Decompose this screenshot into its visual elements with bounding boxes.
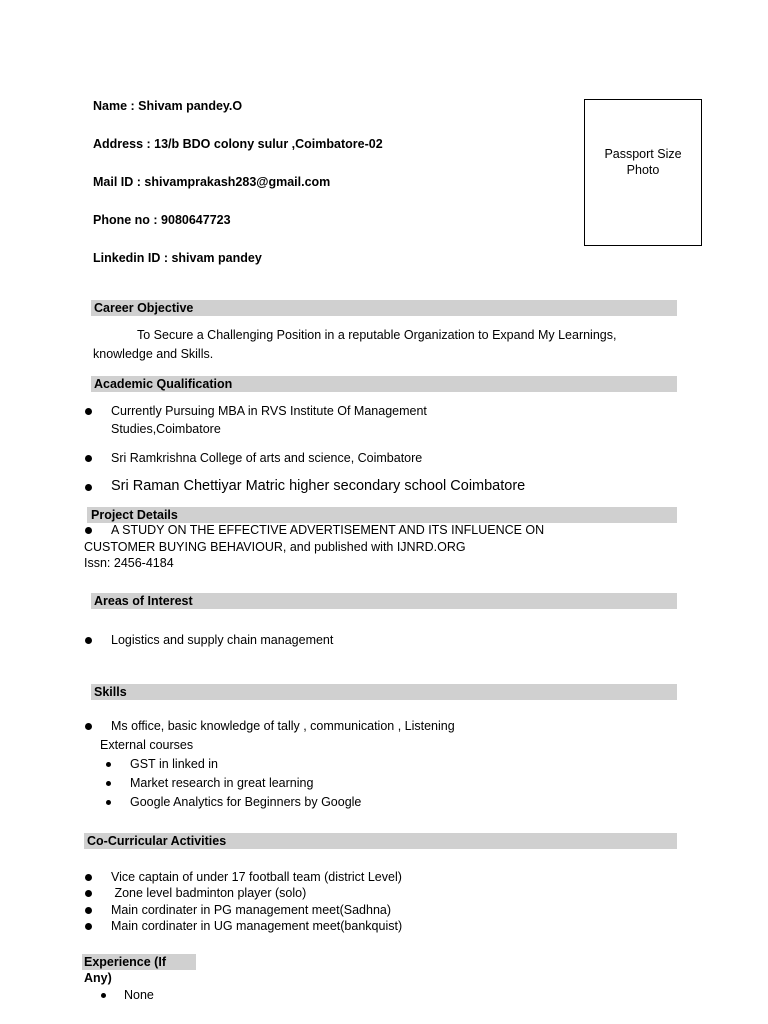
cocurricular-heading-label: Co-Curricular Activities xyxy=(87,834,227,848)
phone-line: Phone no : 9080647723 xyxy=(93,213,231,227)
academic-heading xyxy=(91,376,677,392)
skills-item-1: Ms office, basic knowledge of tally , communication , Listening xyxy=(111,719,455,733)
bullet-icon xyxy=(85,723,92,730)
bullet-icon xyxy=(85,455,92,462)
address-line: Address : 13/b BDO colony sulur ,Coimbatore-02 xyxy=(93,137,383,151)
bullet-icon xyxy=(85,907,92,914)
course-item-3: Google Analytics for Beginners by Google xyxy=(130,795,362,809)
bullet-icon xyxy=(85,874,92,881)
interests-item-1: Logistics and supply chain management xyxy=(111,633,334,647)
academic-item-3: Sri Raman Chettiyar Matric higher secondary school Coimbatore xyxy=(111,478,526,494)
bullet-icon xyxy=(85,923,92,930)
academic-item-2: Sri Ramkrishna College of arts and science, Coimbatore xyxy=(111,451,423,465)
linkedin-line: Linkedin ID : shivam pandey xyxy=(93,251,262,265)
cocurricular-item-4: Main cordinater in UG management meet(bankquist) xyxy=(111,919,403,933)
bullet-icon xyxy=(85,527,92,534)
skills-heading-label: Skills xyxy=(94,685,127,699)
career-objective-heading xyxy=(91,300,677,316)
bullet-icon xyxy=(101,993,106,998)
project-line-2: CUSTOMER BUYING BEHAVIOUR, and published with IJNRD.ORG xyxy=(84,540,466,554)
experience-item-1: None xyxy=(124,988,154,1002)
career-objective-heading-label: Career Objective xyxy=(94,301,194,315)
project-line-1: A STUDY ON THE EFFECTIVE ADVERTISEMENT AND ITS INFLUENCE ON xyxy=(111,523,545,537)
bullet-icon xyxy=(106,800,111,805)
cocurricular-heading xyxy=(84,833,677,849)
project-line-3: Issn: 2456-4184 xyxy=(84,556,174,570)
career-objective-text-1: To Secure a Challenging Position in a reputable Organization to Expand My Learnings, xyxy=(137,328,617,342)
academic-heading-label: Academic Qualification xyxy=(94,377,233,391)
skills-heading xyxy=(91,684,677,700)
career-objective-text-2: knowledge and Skills. xyxy=(93,347,214,361)
name-line: Name : Shivam pandey.O xyxy=(93,99,243,113)
academic-item-1-line2: Studies,Coimbatore xyxy=(111,422,221,436)
course-item-1: GST in linked in xyxy=(130,757,219,771)
cocurricular-item-2: Zone level badminton player (solo) xyxy=(111,886,307,900)
external-courses-label: External courses xyxy=(100,738,194,752)
photo-label-line2: Photo xyxy=(626,162,660,177)
bullet-icon xyxy=(106,781,111,786)
passport-photo-box xyxy=(584,99,702,246)
experience-heading xyxy=(82,954,196,985)
academic-item-1-line1: Currently Pursuing MBA in RVS Institute Of Management xyxy=(111,404,427,418)
mail-line: Mail ID : shivamprakash283@gmail.com xyxy=(93,175,331,189)
bullet-icon xyxy=(85,408,92,415)
project-heading xyxy=(87,507,677,523)
experience-heading-label: Experience (If Any) xyxy=(84,955,166,985)
bullet-icon xyxy=(106,762,111,767)
cocurricular-item-3: Main cordinater in PG management meet(Sadhna) xyxy=(111,903,392,917)
bullet-icon xyxy=(85,484,92,491)
cocurricular-item-1: Vice captain of under 17 football team (district Level) xyxy=(111,870,402,884)
bullet-icon xyxy=(85,890,92,897)
photo-label-line1: Passport Size xyxy=(604,146,682,161)
interests-heading-label: Areas of Interest xyxy=(94,594,193,608)
project-heading-label: Project Details xyxy=(91,508,178,522)
bullet-icon xyxy=(85,637,92,644)
course-item-2: Market research in great learning xyxy=(130,776,314,790)
interests-heading xyxy=(91,593,677,609)
